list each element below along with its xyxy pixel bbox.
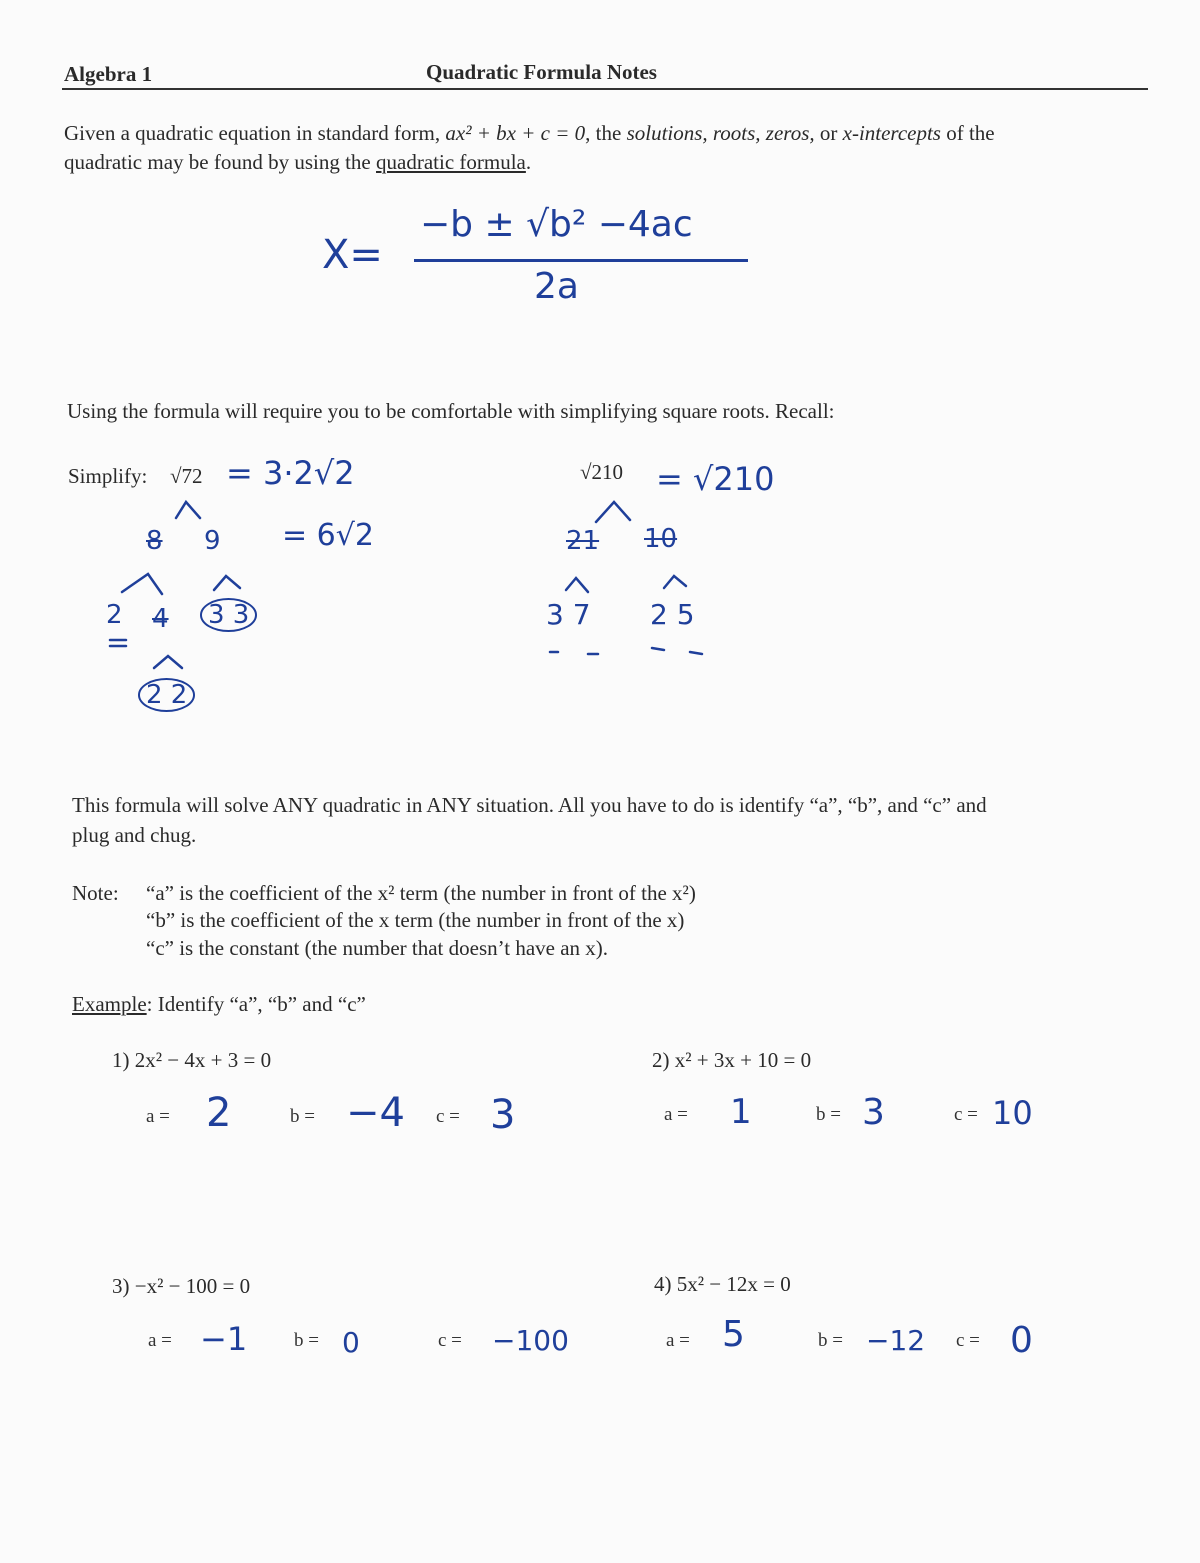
any-line-1: This formula will solve ANY quadratic in ANY situation. All you have to do is identify “a”, “b”, and “c” and <box>72 793 987 817</box>
problem-1-b-value: −4 <box>346 1090 405 1136</box>
problem-3-a-label: a = <box>148 1330 172 1351</box>
intro-or: or <box>819 121 838 145</box>
intro-text-3: of the <box>946 121 995 145</box>
example-text: : Identify “a”, “b” and “c” <box>146 992 366 1016</box>
page-title: Quadratic Formula Notes <box>426 60 657 84</box>
ex1-factor-9: 9 <box>204 526 221 556</box>
formula-numerator: −b ± √b² −4ac <box>420 204 693 245</box>
standard-form-equation: ax² + bx + c = 0 <box>445 121 586 145</box>
problem-2-b-label: b = <box>816 1104 841 1125</box>
problem-4-a-label: a = <box>666 1330 690 1351</box>
problem-3-c-label: c = <box>438 1330 462 1351</box>
example-label: Example <box>72 992 147 1016</box>
ex1-factor-2: 2 <box>106 600 123 630</box>
note-label: Note: <box>72 881 119 905</box>
ex1-factor-8: 8 <box>146 526 163 556</box>
problem-1-a-label: a = <box>146 1106 170 1127</box>
course-name: Algebra 1 <box>64 62 153 86</box>
note-c: “c” is the constant (the number that doesn’t have an x). <box>146 936 609 960</box>
ex2-step1: = √210 <box>656 460 775 498</box>
problem-1-c-value: 3 <box>490 1092 516 1138</box>
any-line-2: plug and chug. <box>72 823 197 847</box>
problem-4-equation: 4) 5x² − 12x = 0 <box>654 1272 791 1296</box>
ex2-factors-2-5: 2 5 <box>650 598 695 631</box>
recall-text: Using the formula will require you to be comfortable with simplifying square roots. Recall: <box>67 399 835 423</box>
example-heading <box>72 990 366 1019</box>
problem-3-b-label: b = <box>294 1330 319 1351</box>
ex2-factors-3-7: 3 7 <box>546 598 591 631</box>
problem-2-a-value: 1 <box>730 1092 752 1132</box>
intro-x-intercepts: x-intercepts <box>842 121 941 145</box>
problem-2-c-label: c = <box>954 1104 978 1125</box>
problem-1-a-value: 2 <box>206 1090 232 1136</box>
problem-4-b-value: −12 <box>866 1324 926 1357</box>
problem-3-c-value: −100 <box>492 1324 569 1357</box>
radical-72: √72 <box>170 464 203 488</box>
problem-2-b-value: 3 <box>862 1092 885 1133</box>
intro-text: Given a quadratic equation in standard form, <box>64 121 441 145</box>
factor-tree-strokes <box>0 0 1200 760</box>
intro-text-2: , the <box>585 121 622 145</box>
intro-text-4: quadratic may be found by using the <box>64 150 371 174</box>
intro-period: . <box>525 150 532 174</box>
ex1-step1: = 3·2√2 <box>226 454 355 492</box>
problem-3-b-value: 0 <box>342 1326 360 1359</box>
problem-1-b-label: b = <box>290 1106 315 1127</box>
problem-2-c-value: 10 <box>992 1094 1033 1132</box>
problem-4-c-label: c = <box>956 1330 980 1351</box>
problem-1-equation: 1) 2x² − 4x + 3 = 0 <box>112 1048 272 1072</box>
ex1-step2: = 6√2 <box>282 518 374 553</box>
quadratic-formula-term: quadratic formula <box>376 150 526 174</box>
formula-lhs: X= <box>322 232 383 278</box>
note-a: “a” is the coefficient of the x² term (the number in front of the x²) <box>146 881 696 905</box>
problem-2-a-label: a = <box>664 1104 688 1125</box>
ex1-pair-2-2: 2 2 <box>138 678 195 712</box>
note-b: “b” is the coefficient of the x term (the number in front of the x) <box>146 908 685 932</box>
ex1-factor-4: 4 <box>152 604 169 634</box>
problem-3-a-value: −1 <box>200 1320 248 1358</box>
formula-denominator: 2a <box>534 266 579 307</box>
problem-4-a-value: 5 <box>722 1314 745 1355</box>
radical-210: √210 <box>580 460 624 484</box>
ex1-pair-3-3: 3 3 <box>200 598 257 632</box>
intro-terms: solutions, roots, zeros, <box>626 121 815 145</box>
simplify-label: Simplify: <box>68 464 148 488</box>
problem-4-c-value: 0 <box>1010 1320 1033 1361</box>
problem-1-c-label: c = <box>436 1106 460 1127</box>
ex2-factor-21: 21 <box>566 526 600 556</box>
ex2-factor-10: 10 <box>644 524 678 554</box>
problem-4-b-label: b = <box>818 1330 843 1351</box>
problem-3-equation: 3) −x² − 100 = 0 <box>112 1274 251 1298</box>
problem-2-equation: 2) x² + 3x + 10 = 0 <box>652 1048 812 1072</box>
